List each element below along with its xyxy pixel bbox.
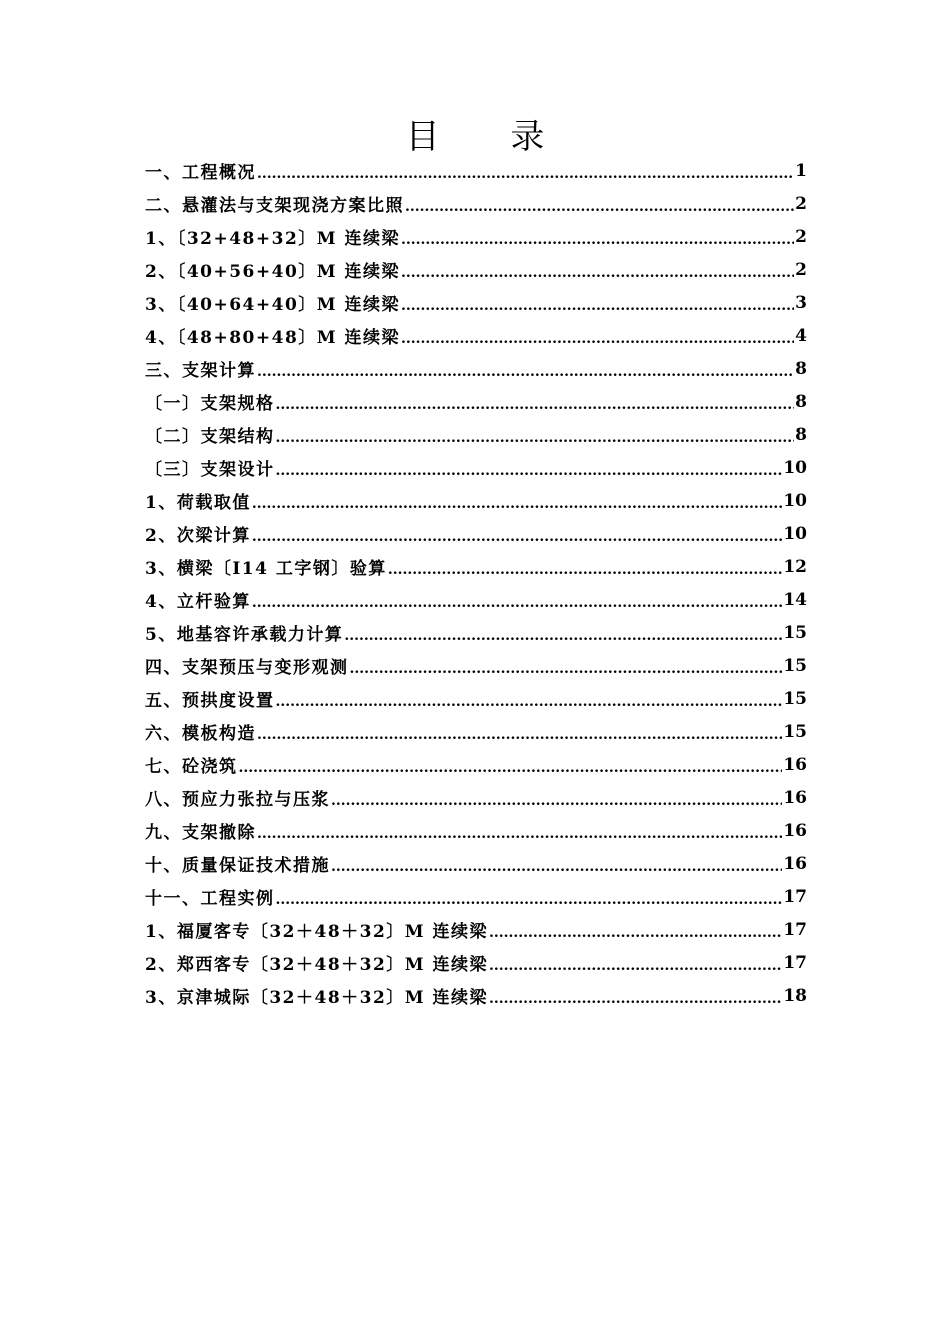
toc-entry-label: 〔三〕支架设计 [145, 460, 275, 480]
toc-entry[interactable] [145, 649, 807, 682]
toc-entry-page: 10 [783, 457, 807, 478]
toc-entry-label: 4、立杆验算 [145, 592, 251, 612]
toc-entry[interactable] [145, 319, 807, 352]
toc-entry[interactable] [145, 682, 807, 715]
dot-leader [401, 262, 794, 282]
toc-entry-label: 九、支架撤除 [145, 823, 256, 843]
toc-entry-page: 4 [795, 325, 807, 346]
dot-leader [331, 856, 782, 876]
toc-entry-label: 〔一〕支架规格 [145, 394, 275, 414]
toc-entry-page: 12 [783, 556, 807, 577]
toc-entry[interactable] [145, 187, 807, 220]
toc-entry-label: 4、〔48+80+48〕M 连续梁 [145, 328, 401, 348]
dot-leader [257, 361, 794, 381]
toc-entry-page: 10 [783, 490, 807, 511]
toc-entry-label: 四、支架预压与变形观测 [145, 658, 349, 678]
toc-entry[interactable] [145, 418, 807, 451]
dot-leader [276, 427, 795, 447]
toc-entry[interactable] [145, 781, 807, 814]
dot-leader [489, 922, 782, 942]
dot-leader [257, 724, 782, 744]
toc-entry-label: 五、预拱度设置 [145, 691, 275, 711]
toc-entry-label: 〔二〕支架结构 [145, 427, 275, 447]
dot-leader [401, 295, 794, 315]
toc-entry[interactable] [145, 847, 807, 880]
toc-entry-page: 15 [783, 655, 807, 676]
dot-leader [401, 328, 794, 348]
table-of-contents [145, 154, 807, 1012]
toc-entry-label: 一、工程概况 [145, 163, 256, 183]
dot-leader [489, 955, 782, 975]
toc-entry[interactable] [145, 154, 807, 187]
toc-entry-label: 1、〔32+48+32〕M 连续梁 [145, 229, 401, 249]
toc-entry[interactable] [145, 814, 807, 847]
dot-leader [257, 823, 782, 843]
toc-entry-page: 3 [795, 292, 807, 313]
toc-entry-label: 2、〔40+56+40〕M 连续梁 [145, 262, 401, 282]
toc-entry[interactable] [145, 748, 807, 781]
dot-leader [252, 526, 782, 546]
dot-leader [350, 658, 783, 678]
dot-leader [276, 460, 783, 480]
toc-entry-page: 2 [795, 226, 807, 247]
toc-entry-page: 10 [783, 523, 807, 544]
toc-entry-label: 八、预应力张拉与压浆 [145, 790, 330, 810]
toc-entry[interactable] [145, 550, 807, 583]
toc-entry-page: 8 [795, 358, 807, 379]
toc-entry[interactable] [145, 286, 807, 319]
dot-leader [405, 196, 794, 216]
toc-entry-label: 3、〔40+64+40〕M 连续梁 [145, 295, 401, 315]
toc-entry-page: 16 [783, 754, 807, 775]
toc-entry-label: 二、悬灌法与支架现浇方案比照 [145, 196, 404, 216]
toc-entry[interactable] [145, 880, 807, 913]
toc-entry[interactable] [145, 583, 807, 616]
toc-entry-label: 十一、工程实例 [145, 889, 275, 909]
toc-entry-label: 2、郑西客专〔32＋48＋32〕M 连续梁 [145, 955, 489, 975]
toc-entry-page: 8 [795, 424, 807, 445]
toc-entry[interactable] [145, 715, 807, 748]
toc-entry-page: 17 [783, 886, 807, 907]
toc-entry[interactable] [145, 451, 807, 484]
dot-leader [276, 691, 783, 711]
toc-entry-page: 8 [795, 391, 807, 412]
dot-leader [388, 559, 782, 579]
toc-entry-page: 17 [783, 919, 807, 940]
toc-entry[interactable] [145, 253, 807, 286]
toc-entry[interactable] [145, 385, 807, 418]
toc-entry-page: 14 [783, 589, 807, 610]
toc-entry-label: 3、京津城际〔32＋48＋32〕M 连续梁 [145, 988, 489, 1008]
toc-entry-page: 1 [795, 160, 807, 181]
dot-leader [331, 790, 782, 810]
toc-entry[interactable] [145, 484, 807, 517]
toc-entry-label: 十、质量保证技术措施 [145, 856, 330, 876]
dot-leader [252, 592, 782, 612]
dot-leader [252, 493, 782, 513]
dot-leader [239, 757, 783, 777]
toc-entry-label: 三、支架计算 [145, 361, 256, 381]
toc-entry-page: 18 [783, 985, 807, 1006]
toc-entry[interactable] [145, 979, 807, 1012]
toc-entry-label: 3、横梁〔I14 工字钢〕验算 [145, 559, 387, 579]
toc-entry[interactable] [145, 913, 807, 946]
toc-entry-page: 2 [795, 259, 807, 280]
toc-entry-page: 2 [795, 193, 807, 214]
toc-entry-page: 15 [783, 721, 807, 742]
toc-entry[interactable] [145, 616, 807, 649]
toc-entry[interactable] [145, 220, 807, 253]
toc-entry-label: 1、荷载取值 [145, 493, 251, 513]
dot-leader [401, 229, 794, 249]
toc-entry-label: 5、地基容许承载力计算 [145, 625, 344, 645]
dot-leader [489, 988, 782, 1008]
toc-entry[interactable] [145, 352, 807, 385]
dot-leader [276, 889, 783, 909]
toc-entry[interactable] [145, 517, 807, 550]
toc-entry-label: 1、福厦客专〔32＋48＋32〕M 连续梁 [145, 922, 489, 942]
toc-entry-page: 15 [783, 622, 807, 643]
toc-entry-label: 六、模板构造 [145, 724, 256, 744]
toc-entry-label: 2、次梁计算 [145, 526, 251, 546]
toc-entry-page: 16 [783, 787, 807, 808]
toc-entry-page: 15 [783, 688, 807, 709]
dot-leader [276, 394, 795, 414]
toc-entry[interactable] [145, 946, 807, 979]
toc-entry-page: 16 [783, 820, 807, 841]
toc-entry-label: 七、砼浇筑 [145, 757, 238, 777]
toc-title: 目 录 [405, 116, 575, 157]
toc-entry-page: 17 [783, 952, 807, 973]
dot-leader [344, 625, 782, 645]
dot-leader [257, 163, 794, 183]
toc-entry-page: 16 [783, 853, 807, 874]
